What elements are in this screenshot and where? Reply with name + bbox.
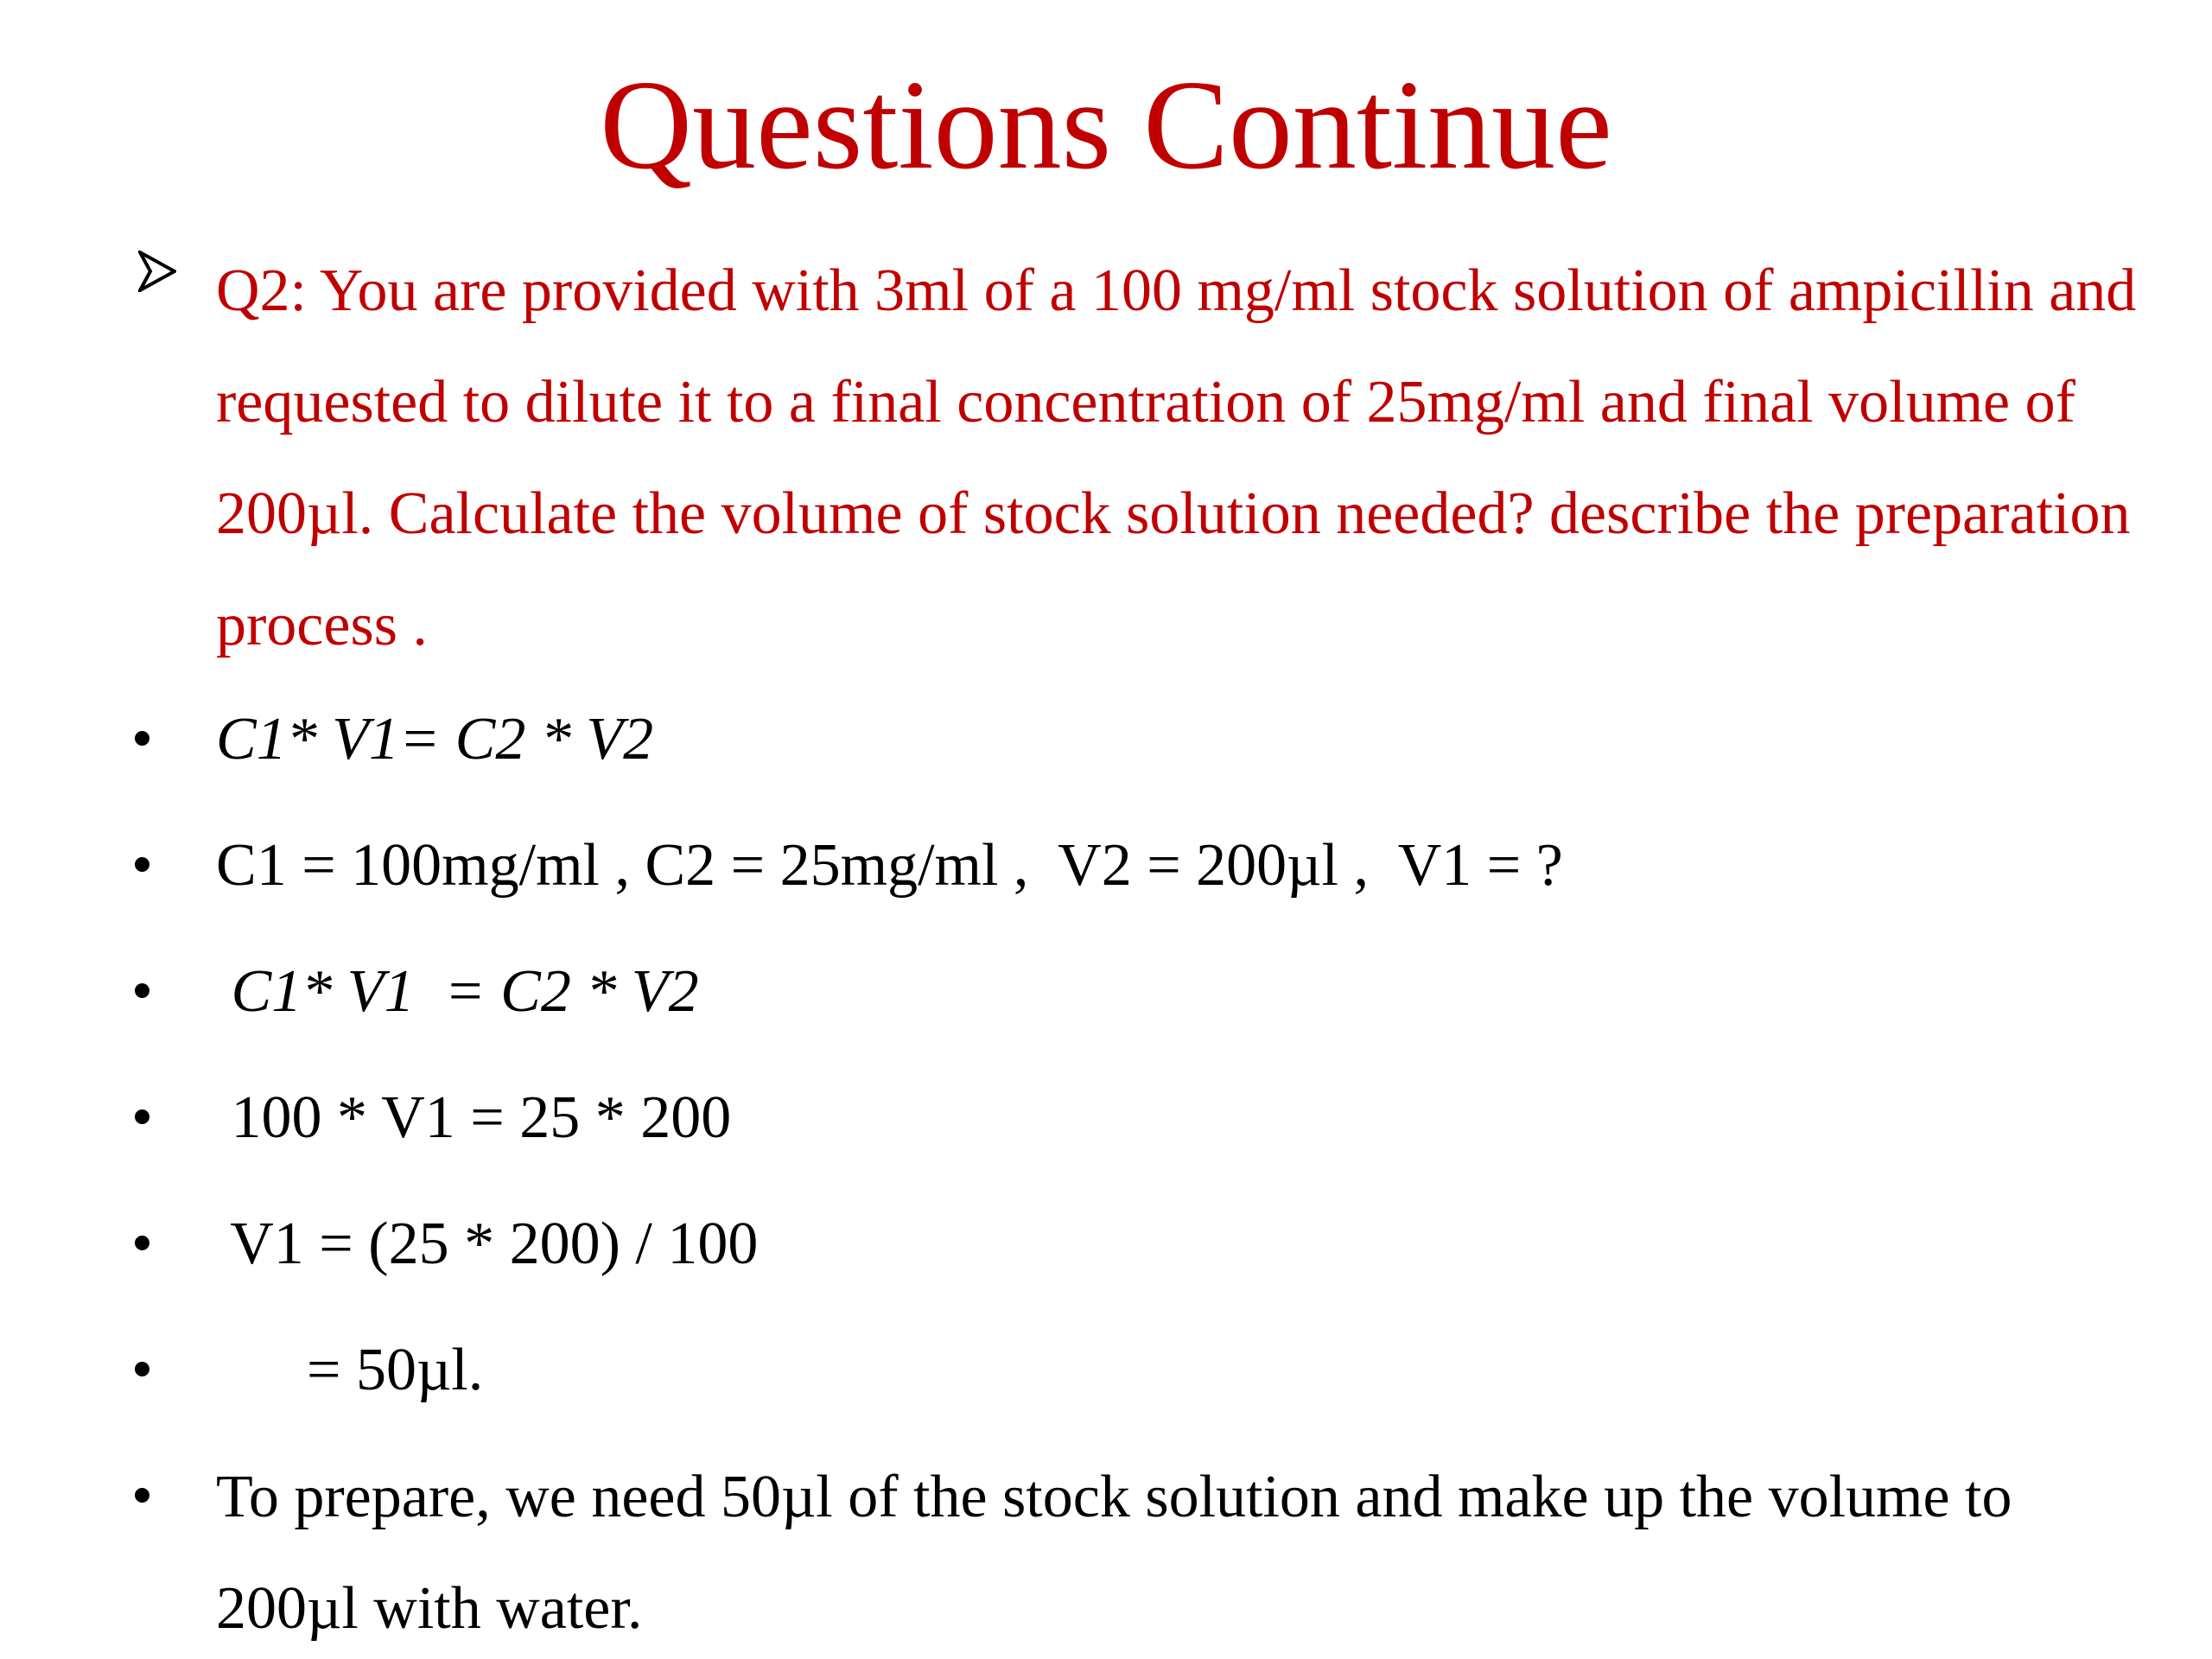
- formula-text: C1* V1= C2 * V2: [216, 706, 654, 772]
- preparation-text: To prepare, we need 50µl of the stock solution and make up the volume to 200µl with water.: [216, 1464, 2012, 1642]
- round-bullet-icon: [135, 1236, 149, 1250]
- round-bullet-icon: [135, 1488, 149, 1503]
- round-bullet-icon: [135, 983, 149, 998]
- result-text: = 50µl.: [216, 1337, 484, 1403]
- given-values-text: C1 = 100mg/ml , C2 = 25mg/ml , V2 = 200µl , V1 = ?: [216, 832, 1563, 899]
- formula-text: C1* V1 = C2 * V2: [216, 958, 699, 1025]
- solve-step-text: V1 = (25 * 200) / 100: [216, 1211, 759, 1277]
- slide-title: Questions Continue: [600, 54, 1612, 196]
- round-bullet-icon: [135, 857, 149, 872]
- round-bullet-icon: [135, 1109, 149, 1124]
- round-bullet-icon: [135, 1362, 149, 1376]
- list-item: [0, 1462, 2212, 1659]
- round-bullet-icon: [135, 731, 149, 746]
- question-text: Q2: You are provided with 3ml of a 100 mg/ml stock solution of ampicillin and requested to dilute it to a final concentration of 25mg/ml and final volume of 200µl. Calculate the volume of stock solution needed? describe the preparation process .: [216, 257, 2137, 658]
- substitution-text: 100 * V1 = 25 * 200: [216, 1084, 732, 1151]
- arrowhead-bullet-icon: [138, 251, 176, 292]
